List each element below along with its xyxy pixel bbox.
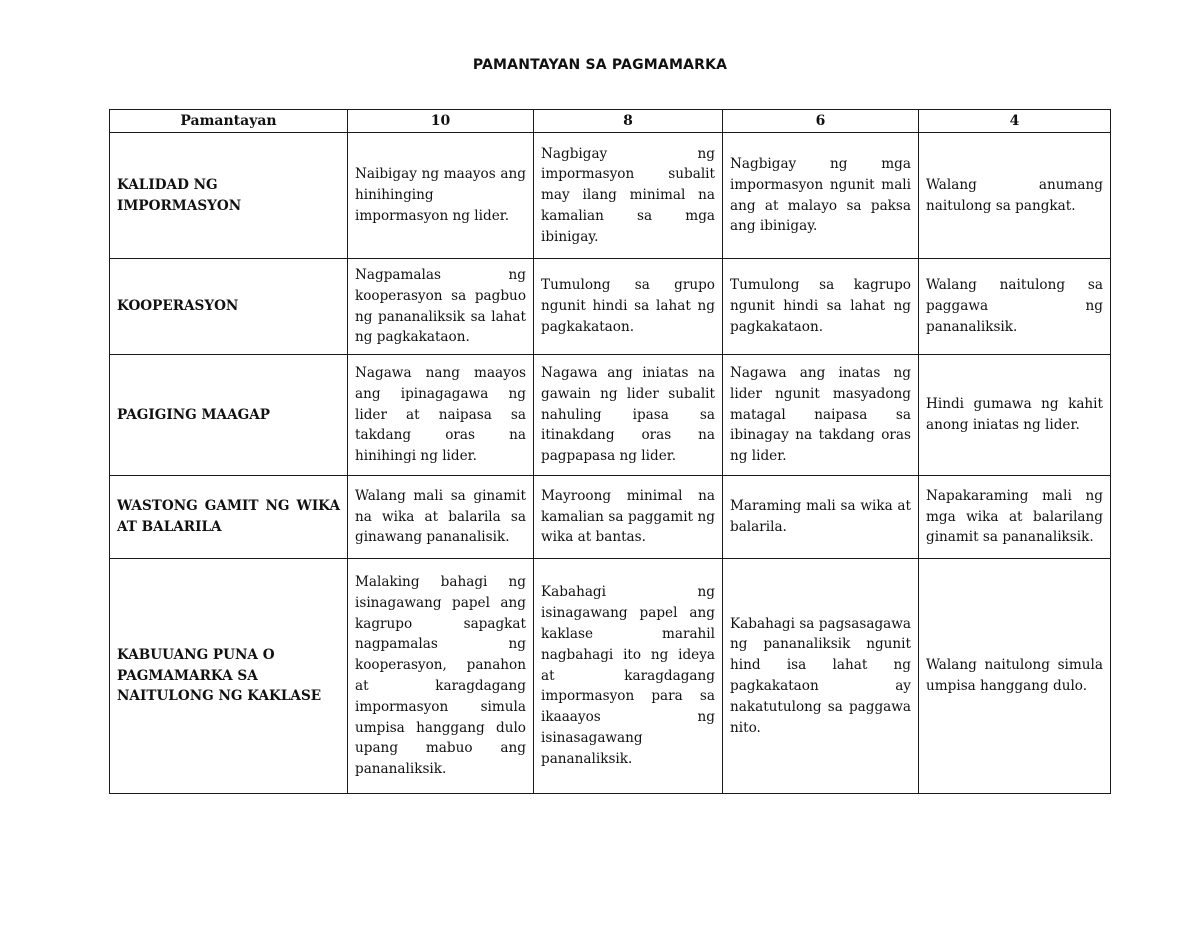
score-4-cell: Hindi gumawa ng kahit anong iniatas ng lider.	[919, 355, 1111, 476]
rubric-table	[109, 109, 1111, 794]
header-criterion: Pamantayan	[110, 110, 348, 133]
header-row	[110, 110, 1111, 133]
criterion-cell: KOOPERASYON	[110, 259, 348, 355]
score-10-cell: Nagawa nang maayos ang ipinagagawa ng lider at naipasa sa takdang oras na hinihingi ng lider.	[348, 355, 534, 476]
score-6-cell: Nagbigay ng mga impormasyon ngunit mali ang at malayo sa paksa ang ibinigay.	[723, 133, 919, 259]
score-8-cell: Mayroong minimal na kamalian sa paggamit ng wika at bantas.	[534, 476, 723, 559]
criterion-cell: WASTONG GAMIT NG WIKA AT BALARILA	[110, 476, 348, 559]
score-6-cell: Kabahagi sa pagsasagawa ng pananaliksik ngunit hind isa lahat ng pagkakataon ay nakatutulong sa paggawa nito.	[723, 559, 919, 794]
score-4-cell: Napakaraming mali ng mga wika at balarilang ginamit sa pananaliksik.	[919, 476, 1111, 559]
score-8-cell: Nagbigay ng impormasyon subalit may ilang minimal na kamalian sa mga ibinigay.	[534, 133, 723, 259]
score-10-cell: Nagpamalas ng kooperasyon sa pagbuo ng pananaliksik sa lahat ng pagkakataon.	[348, 259, 534, 355]
header-score-10: 10	[348, 110, 534, 133]
criterion-cell: PAGIGING MAAGAP	[110, 355, 348, 476]
header-score-8: 8	[534, 110, 723, 133]
score-8-cell: Tumulong sa grupo ngunit hindi sa lahat ng pagkakataon.	[534, 259, 723, 355]
score-10-cell: Naibigay ng maayos ang hinihinging impormasyon ng lider.	[348, 133, 534, 259]
score-10-cell: Malaking bahagi ng isinagawang papel ang kagrupo sapagkat nagpamalas ng kooperasyon, panahon at karagdagang impormasyon simula umpisa hanggang dulo upang mabuo ang pananaliksik.	[348, 559, 534, 794]
score-6-cell: Nagawa ang inatas ng lider ngunit masyadong matagal naipasa sa ibinagay na takdang oras ng lider.	[723, 355, 919, 476]
score-4-cell: Walang naitulong sa paggawa ng pananaliksik.	[919, 259, 1111, 355]
table-row	[110, 476, 1111, 559]
score-4-cell: Walang anumang naitulong sa pangkat.	[919, 133, 1111, 259]
table-row	[110, 133, 1111, 259]
score-6-cell: Tumulong sa kagrupo ngunit hindi sa lahat ng pagkakataon.	[723, 259, 919, 355]
table-row	[110, 259, 1111, 355]
score-8-cell: Nagawa ang iniatas na gawain ng lider subalit nahuling ipasa sa itinakdang oras na pagpapasa ng lider.	[534, 355, 723, 476]
criterion-cell: KALIDAD NG IMPORMASYON	[110, 133, 348, 259]
header-score-6: 6	[723, 110, 919, 133]
table-row	[110, 559, 1111, 794]
score-10-cell: Walang mali sa ginamit na wika at balarila sa ginawang pananalisik.	[348, 476, 534, 559]
score-8-cell: Kabahagi ng isinagawang papel ang kaklase marahil nagbahagi ito ng ideya at karagdagang impormasyon para sa ikaaayos ng isinasagawang pananaliksik.	[534, 559, 723, 794]
criterion-cell: KABUUANG PUNA O PAGMAMARKA SA NAITULONG NG KAKLASE	[110, 559, 348, 794]
table-row	[110, 355, 1111, 476]
score-6-cell: Maraming mali sa wika at balarila.	[723, 476, 919, 559]
header-score-4: 4	[919, 110, 1111, 133]
score-4-cell: Walang naitulong simula umpisa hanggang dulo.	[919, 559, 1111, 794]
document-title: PAMANTAYAN SA PAGMAMARKA	[472, 57, 728, 73]
